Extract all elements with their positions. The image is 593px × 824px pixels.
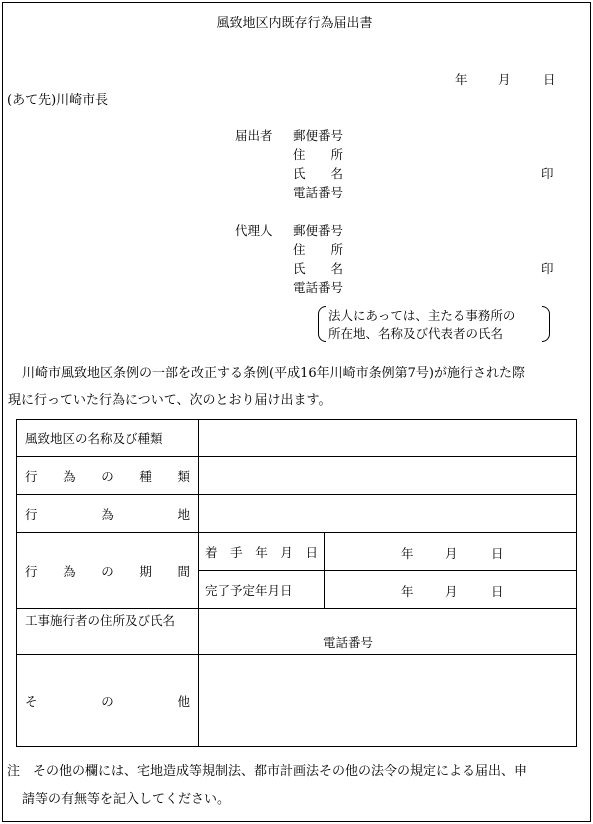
area-name-label-cell bbox=[17, 420, 199, 457]
start-month-label: 月 bbox=[445, 545, 458, 561]
end-year-label: 年 bbox=[401, 583, 414, 599]
agent-postal-label: 郵便番号 bbox=[293, 223, 344, 238]
contractor-field[interactable] bbox=[199, 609, 577, 655]
activity-period-label-cell bbox=[17, 533, 199, 609]
addressee: (あて先)川崎市長 bbox=[7, 93, 109, 108]
agent-name-label: 氏 名 bbox=[293, 261, 344, 276]
end-date-label-cell bbox=[199, 571, 325, 609]
agent-label: 代理人 bbox=[235, 223, 273, 238]
right-bracket bbox=[542, 306, 550, 342]
end-date-field[interactable] bbox=[325, 571, 577, 609]
body-line1: 川崎市風致地区条例の一部を改正する条例(平成16年川崎市条例第7号)が施行された際 bbox=[22, 366, 525, 381]
agent-seal-mark: 印 bbox=[541, 261, 554, 276]
details-table bbox=[16, 419, 577, 747]
applicant-label: 届出者 bbox=[235, 128, 273, 143]
contractor-label-cell bbox=[17, 609, 199, 655]
corporate-note-line2: 所在地、名称及び代表者の氏名 bbox=[328, 326, 504, 341]
form-title: 風致地区内既存行為届出書 bbox=[216, 16, 373, 31]
start-day-label: 日 bbox=[491, 545, 504, 561]
area-name-label: 風致地区の名称及び種類 bbox=[25, 431, 163, 446]
agent-phone-label: 電話番号 bbox=[293, 280, 344, 295]
body-line2: 現に行っていた行為について、次のとおり届け出ます。 bbox=[8, 393, 332, 408]
start-date-label: 着 手 年 月 日 bbox=[205, 544, 318, 560]
area-name-field[interactable] bbox=[199, 420, 577, 457]
other-label-cell bbox=[17, 655, 199, 747]
date-day-label: 日 bbox=[543, 72, 556, 87]
applicant-address-label: 住 所 bbox=[293, 147, 344, 162]
applicant-seal-mark: 印 bbox=[541, 166, 554, 181]
applicant-postal-label: 郵便番号 bbox=[293, 128, 344, 143]
other-field[interactable] bbox=[199, 655, 577, 747]
activity-location-label: 行 為 地 bbox=[25, 506, 190, 522]
activity-location-field[interactable] bbox=[199, 495, 577, 533]
date-year-label: 年 bbox=[455, 72, 468, 87]
end-day-label: 日 bbox=[491, 583, 504, 599]
applicant-phone-label: 電話番号 bbox=[293, 185, 344, 200]
start-year-label: 年 bbox=[401, 545, 414, 561]
corporate-note-line1: 法人にあっては、主たる事務所の bbox=[328, 308, 516, 323]
left-bracket bbox=[318, 306, 326, 342]
activity-type-field[interactable] bbox=[199, 457, 577, 495]
date-month-label: 月 bbox=[498, 72, 511, 87]
agent-address-label: 住 所 bbox=[293, 242, 344, 257]
end-month-label: 月 bbox=[445, 583, 458, 599]
applicant-name-label: 氏 名 bbox=[293, 166, 344, 181]
note-line1: 注 その他の欄には、宅地造成等規制法、都市計画法その他の法令の規定による届出、申 bbox=[7, 764, 528, 779]
activity-type-label-cell bbox=[17, 457, 199, 495]
contractor-phone-label: 電話番号 bbox=[323, 635, 374, 650]
contractor-label: 工事施行者の住所及び氏名 bbox=[25, 613, 176, 628]
other-label: そ の 他 bbox=[25, 693, 190, 709]
start-date-field[interactable] bbox=[325, 533, 577, 571]
activity-location-label-cell bbox=[17, 495, 199, 533]
corporate-note bbox=[318, 306, 550, 342]
start-date-label-cell bbox=[199, 533, 325, 571]
note-line2: 請等の有無等を記入してください。 bbox=[22, 792, 231, 807]
activity-type-label: 行 為 の 種 類 bbox=[25, 468, 190, 484]
activity-period-label: 行 為 の 期 間 bbox=[25, 563, 190, 579]
end-date-label: 完了予定年月日 bbox=[205, 582, 293, 598]
